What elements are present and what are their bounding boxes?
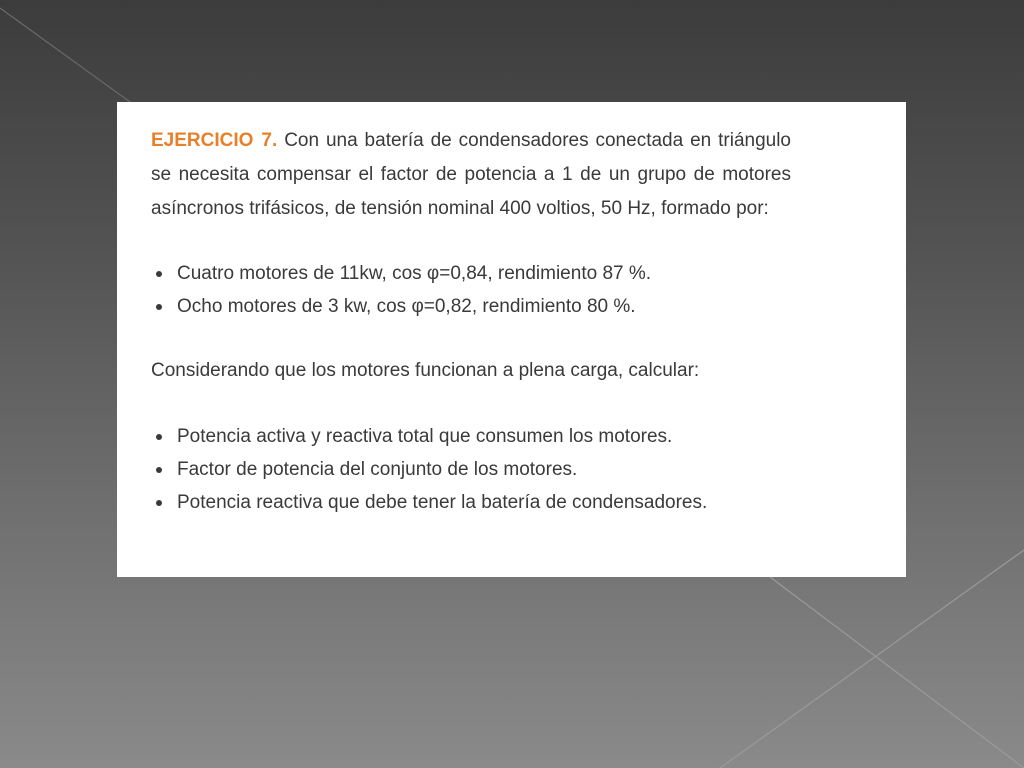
bullet-icon	[156, 500, 162, 506]
exercise-number: 7.	[261, 130, 278, 151]
list-item	[151, 290, 906, 323]
condition-text: Considerando que los motores funcionan a plena carga, calcular:	[151, 360, 700, 381]
statement-text: Con una batería de condensadores conectada en triángulo se necesita compensar el factor de potencia a 1 de un grupo de motores asíncronos trifásicos, de tensión nominal 400 voltios, 50 Hz, formado por:	[151, 130, 791, 219]
list-item	[151, 453, 906, 486]
exercise-card	[117, 102, 906, 577]
bullet-icon	[156, 434, 162, 440]
task-item-text: Potencia reactiva que debe tener la batería de condensadores.	[177, 492, 708, 513]
motor-list	[151, 257, 906, 323]
bullet-icon	[156, 271, 162, 277]
task-list	[151, 420, 906, 519]
motor-item-text: Cuatro motores de 11kw, cos φ=0,84, rendimiento 87 %.	[177, 263, 652, 284]
exercise-title: EJERCICIO	[151, 130, 254, 151]
list-item	[151, 257, 906, 290]
list-item	[151, 420, 906, 453]
exercise-statement	[151, 124, 791, 226]
task-item-text: Factor de potencia del conjunto de los motores.	[177, 459, 578, 480]
task-item-text: Potencia activa y reactiva total que consumen los motores.	[177, 426, 673, 447]
bullet-icon	[156, 304, 162, 310]
list-item	[151, 486, 906, 519]
motor-item-text: Ocho motores de 3 kw, cos φ=0,82, rendimiento 80 %.	[177, 296, 636, 317]
bullet-icon	[156, 467, 162, 473]
